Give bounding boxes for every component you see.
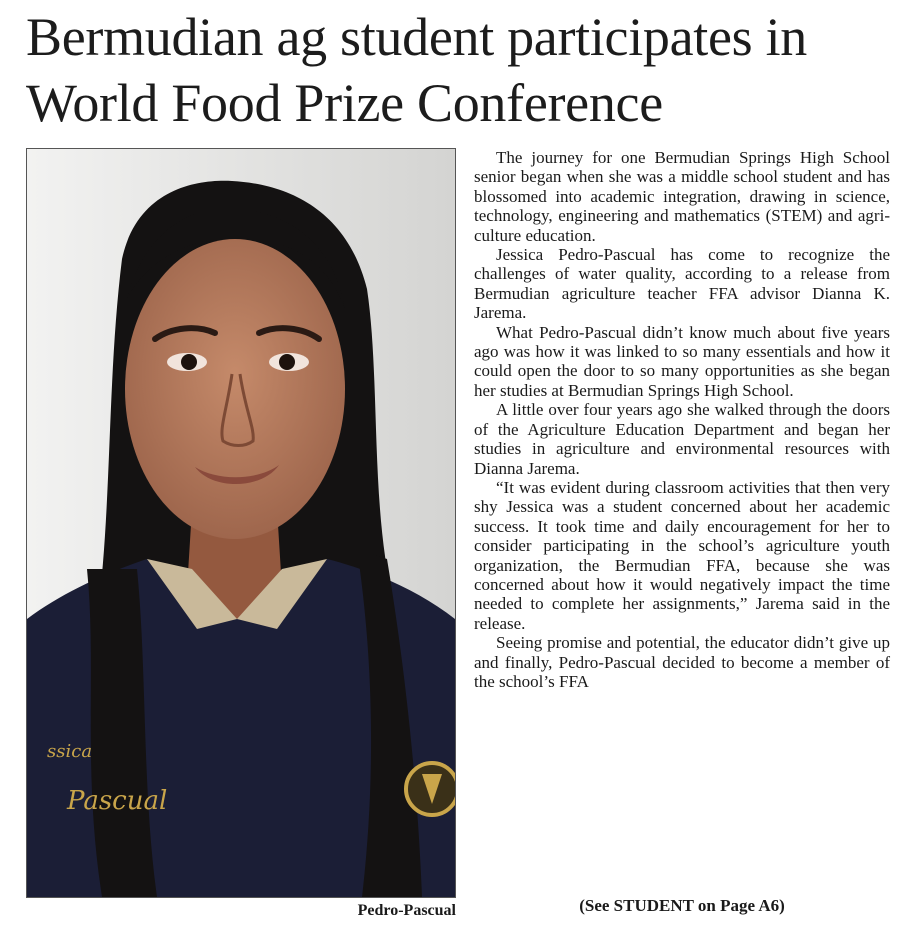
photo-caption: Pedro-Pascual: [357, 902, 456, 919]
article-paragraph: Jessica Pedro-Pascual has come to recognize the challenges of water quality, according to a release from Bermudian agriculture teacher FFA advisor Dianna K. Jarema.: [474, 245, 890, 323]
jacket-embroidery-line1: ssica: [47, 741, 93, 762]
face: [125, 239, 345, 539]
continued-on-page-note: (See STUDENT on Page A6): [579, 896, 785, 915]
student-photo: [26, 148, 456, 898]
article-paragraph: A little over four years ago she walked through the doors of the Agriculture Education Department and began her studies in agriculture and environmental resources with Dianna Jarema.: [474, 400, 890, 478]
article-paragraph: The journey for one Bermudian Springs High School senior began when she was a middle school student and has blossomed into academic integration, drawing in science, technology, engineering and mathematics (STEM) and agriculture education.: [474, 148, 890, 245]
article-paragraph: Seeing promise and potential, the educator didn’t give up and finally, Pedro-Pascual decided to become a member of the school’s FFA: [474, 633, 890, 691]
article-body: [474, 148, 890, 691]
article-paragraph: “It was evident during classroom activities that then very shy Jessica was a student concerned about her academic success. It took time and daily encouragement for her to consider participating in the school’s agriculture youth organization, the Bermudian FFA, because she was concerned about how it would negatively impact the time needed to complete her assignments,” Jarema said in the release.: [474, 477, 890, 633]
jacket-embroidery-line2: Pascual: [67, 786, 168, 816]
article-paragraph: What Pedro-Pascual didn’t know much about five years ago was how it was linked to so many essentials and how it could open the door to so many opportunities as she began her studies at Bermudian Springs High School.: [474, 322, 890, 400]
headline: Bermudian ag student participates in World Food Prize Conference: [26, 7, 807, 133]
